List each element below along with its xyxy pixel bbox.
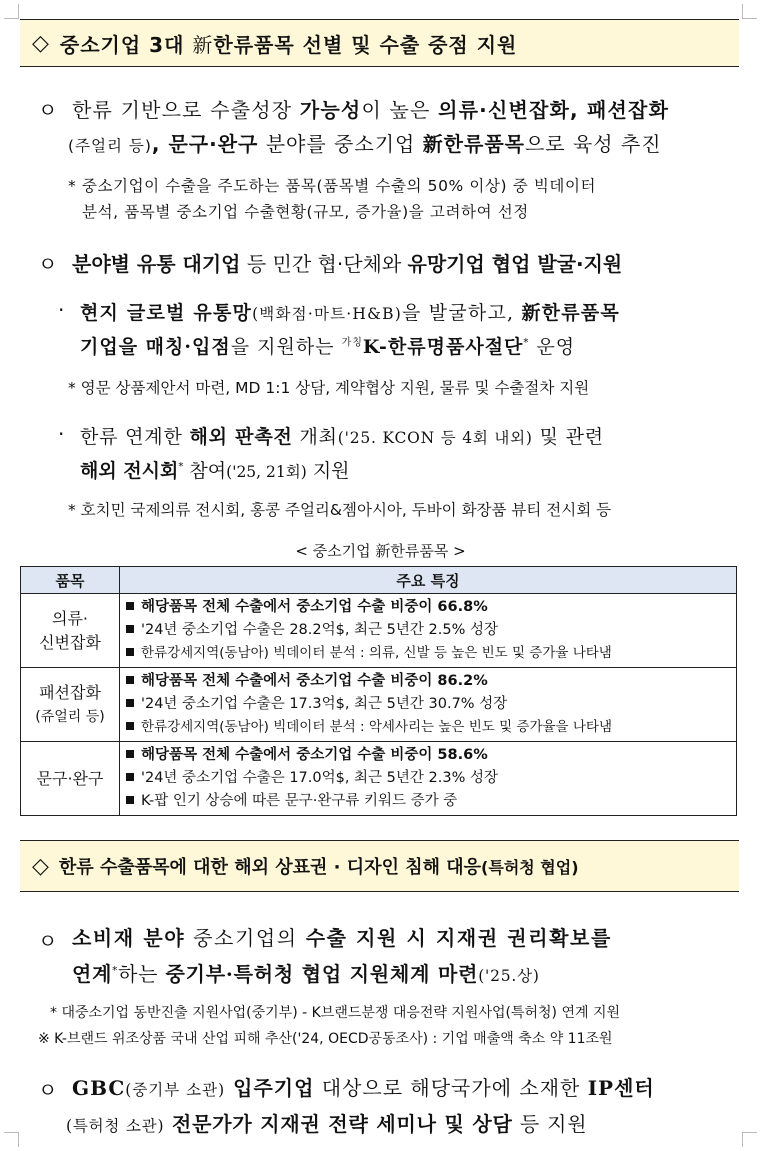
text: 하는 [118, 962, 166, 986]
table-caption: < 중소기업 新한류품목 > [295, 542, 466, 560]
text: 이 높은 [361, 98, 439, 122]
s2-bullet-1-line-2 [72, 958, 540, 987]
diamond-icon: ◇ [32, 853, 49, 879]
sub-bullet-2-line-2 [80, 456, 350, 483]
text: 으로 육성 추진 [524, 132, 662, 156]
table-row [21, 668, 737, 742]
text: 한류 연계한 [80, 426, 190, 448]
circle-bullet: ㅇ [38, 1078, 58, 1102]
text: GBC [72, 1076, 126, 1100]
text: 을 발굴하고, [401, 302, 522, 324]
text: 한류강세지역(동남아) 빅데이터 분석 : 악세사리는 높은 빈도 및 증가율을 나타냄 [141, 719, 613, 735]
sub-bullet-2-line-1 [80, 422, 604, 449]
square-bullet-icon [126, 625, 134, 633]
sub-bullet-1-line-1 [80, 298, 620, 325]
text: 입주기업 [225, 1076, 315, 1100]
s2-bullet-2-line-1 [72, 1072, 655, 1101]
diamond-icon: ◇ [32, 30, 50, 56]
category-cell [21, 742, 120, 816]
square-bullet-icon [126, 722, 134, 730]
feature-cell [120, 742, 737, 816]
text: 해당품목 전체 수출에서 중소기업 수출 비중이 86.2% [141, 673, 488, 689]
heading-text-new: 新 [192, 32, 214, 57]
dot-bullet: · [58, 422, 65, 446]
text: 을 지원하는 [230, 336, 342, 358]
note-line: * 대중소기업 동반진출 지원사업(중기부) - K브랜드분쟁 대응전략 지원사업(특허청) 연계 지원 [50, 1005, 620, 1021]
text: K-팝 인기 상승에 따른 문구·완구류 키워드 증가 중 [141, 793, 458, 809]
text: 지원 [306, 460, 350, 482]
text: '24년 중소기업 수출은 17.3억$, 최근 5년간 30.7% 성장 [141, 696, 508, 712]
page-corner-mark [4, 4, 19, 19]
text: 한류강세지역(동남아) 빅데이터 분석 : 의류, 신발 등 높은 빈도 및 증가율 나타냄 [141, 645, 612, 661]
text: (중기부 소관) [125, 1081, 226, 1099]
note-line: ※ K-브랜드 위조상품 국내 산업 피해 추산('24, OECD공동조사) : 기업 매출액 축소 약 11조원 [38, 1031, 613, 1047]
bullet-1-line-1 [72, 94, 669, 123]
table-header: 주요 특징 [120, 567, 737, 594]
text: , 문구·완구 [151, 132, 259, 156]
s2-bullet-1-line-1 [72, 922, 612, 951]
circle-bullet: ㅇ [38, 929, 58, 953]
text: 의류· [52, 608, 88, 628]
circle-bullet: ㅇ [38, 252, 58, 276]
square-bullet-icon [126, 773, 134, 781]
text: 개최 [292, 426, 338, 448]
heading-text-small: (특허청 협업) [481, 857, 579, 877]
text: 유망기업 협업 발굴·지원 [407, 252, 623, 276]
text: 해외 판촉전 [189, 426, 293, 448]
text: * [112, 965, 119, 977]
feature-cell [120, 594, 737, 668]
square-bullet-icon [126, 676, 134, 684]
text: 대상으로 해당국가에 소재한 [314, 1076, 588, 1100]
square-bullet-icon [126, 750, 134, 758]
text: 중기부·특허청 협업 지원체계 마련 [165, 962, 479, 986]
text: ('25. KCON 등 4회 내외) [337, 429, 533, 447]
text: 소비재 분야 [72, 926, 186, 950]
category-cell [21, 594, 120, 668]
category-cell [21, 668, 120, 742]
note-line: 분석, 품목별 중소기업 수출현황(규모, 증가율)을 고려하여 선정 [82, 203, 529, 221]
dot-bullet: · [58, 298, 65, 322]
text: 한류 기반으로 수출성장 [72, 98, 300, 122]
square-bullet-icon [126, 796, 134, 804]
feature-cell [120, 668, 737, 742]
page-corner-mark [742, 1132, 757, 1147]
text: 신변잡화 [39, 632, 101, 652]
text: IP센터 [587, 1076, 655, 1100]
text: 의류·신변잡화, 패션잡화 [438, 98, 670, 122]
text: 해외 전시회 [80, 460, 179, 482]
square-bullet-icon [126, 602, 134, 610]
text: 新한류품목 [422, 132, 525, 156]
circle-bullet: ㅇ [38, 98, 58, 122]
text: 및 관련 [532, 426, 604, 448]
text: 등 민간 협·단체와 [240, 252, 408, 276]
sub-bullet-1-line-2 [80, 332, 575, 359]
page-corner-mark [742, 4, 757, 19]
text: 참여 [183, 460, 227, 482]
text: 가능성 [299, 98, 362, 122]
text: 현지 글로벌 유통망 [80, 302, 253, 324]
page-corner-mark [4, 1132, 19, 1147]
text: '24년 중소기업 수출은 28.2억$, 최근 5년간 2.5% 성장 [141, 622, 498, 638]
text: ('25, 21회) [226, 463, 307, 481]
heading-text-prefix: 중소기업 3대 [59, 32, 193, 57]
features-table [20, 566, 737, 816]
text: 가칭 [341, 337, 363, 349]
text: 수출 지원 시 지재권 권리확보를 [305, 926, 612, 950]
text: 등 지원 [512, 1112, 588, 1136]
s2-bullet-2-line-2 [66, 1108, 587, 1137]
bullet-2-line [72, 248, 622, 277]
table-header: 품목 [21, 567, 120, 594]
section-1-heading [20, 19, 739, 67]
text: 기업을 매칭·입점 [80, 336, 231, 358]
section-2-heading [20, 840, 739, 892]
text: '24년 중소기업 수출은 17.0억$, 최근 5년간 2.3% 성장 [141, 770, 498, 786]
heading-text: 한류 수출품목에 대한 해외 상표권 · 디자인 침해 대응 [58, 857, 482, 878]
text: ('25.상) [478, 967, 540, 985]
text: K-한류명품사절단 [362, 336, 524, 358]
text: 해당품목 전체 수출에서 중소기업 수출 비중이 66.8% [141, 599, 488, 615]
text: 해당품목 전체 수출에서 중소기업 수출 비중이 58.6% [141, 747, 488, 763]
table-row [21, 742, 737, 816]
note-line: * 중소기업이 수출을 주도하는 품목(품목별 수출의 50% 이상) 중 빅데이터 [68, 177, 597, 195]
text: 패션잡화 [39, 682, 101, 702]
text: 문구·완구 [36, 768, 104, 788]
text: 연계 [72, 962, 113, 986]
text: * [178, 461, 184, 473]
heading-text-suffix: 한류품목 선별 및 수출 중점 지원 [213, 32, 518, 57]
text: 분야별 유통 대기업 [72, 252, 241, 276]
bullet-1-line-2 [68, 128, 662, 157]
text: 중소기업의 [185, 926, 306, 950]
text: 전문가가 지재권 전략 세미나 및 상담 [164, 1112, 513, 1136]
text: 분야를 중소기업 [258, 132, 423, 156]
text: 운영 [529, 336, 576, 358]
text: 新한류품목 [521, 302, 620, 324]
text: (특허청 소관) [66, 1117, 165, 1135]
text: (백화점·마트·H&B) [252, 305, 402, 323]
text: (주얼리 등) [68, 137, 152, 155]
square-bullet-icon [126, 648, 134, 656]
text: (쥬얼리 등) [35, 708, 105, 725]
note-line: * 영문 상품제안서 마련, MD 1:1 상담, 계약협상 지원, 물류 및 수출절차 지원 [68, 379, 590, 397]
table-row [21, 594, 737, 668]
text: * [523, 337, 530, 349]
note-line: * 호치민 국제의류 전시회, 홍콩 주얼리&젬아시아, 두바이 화장품 뷰티 전시회 등 [68, 501, 612, 519]
square-bullet-icon [126, 699, 134, 707]
